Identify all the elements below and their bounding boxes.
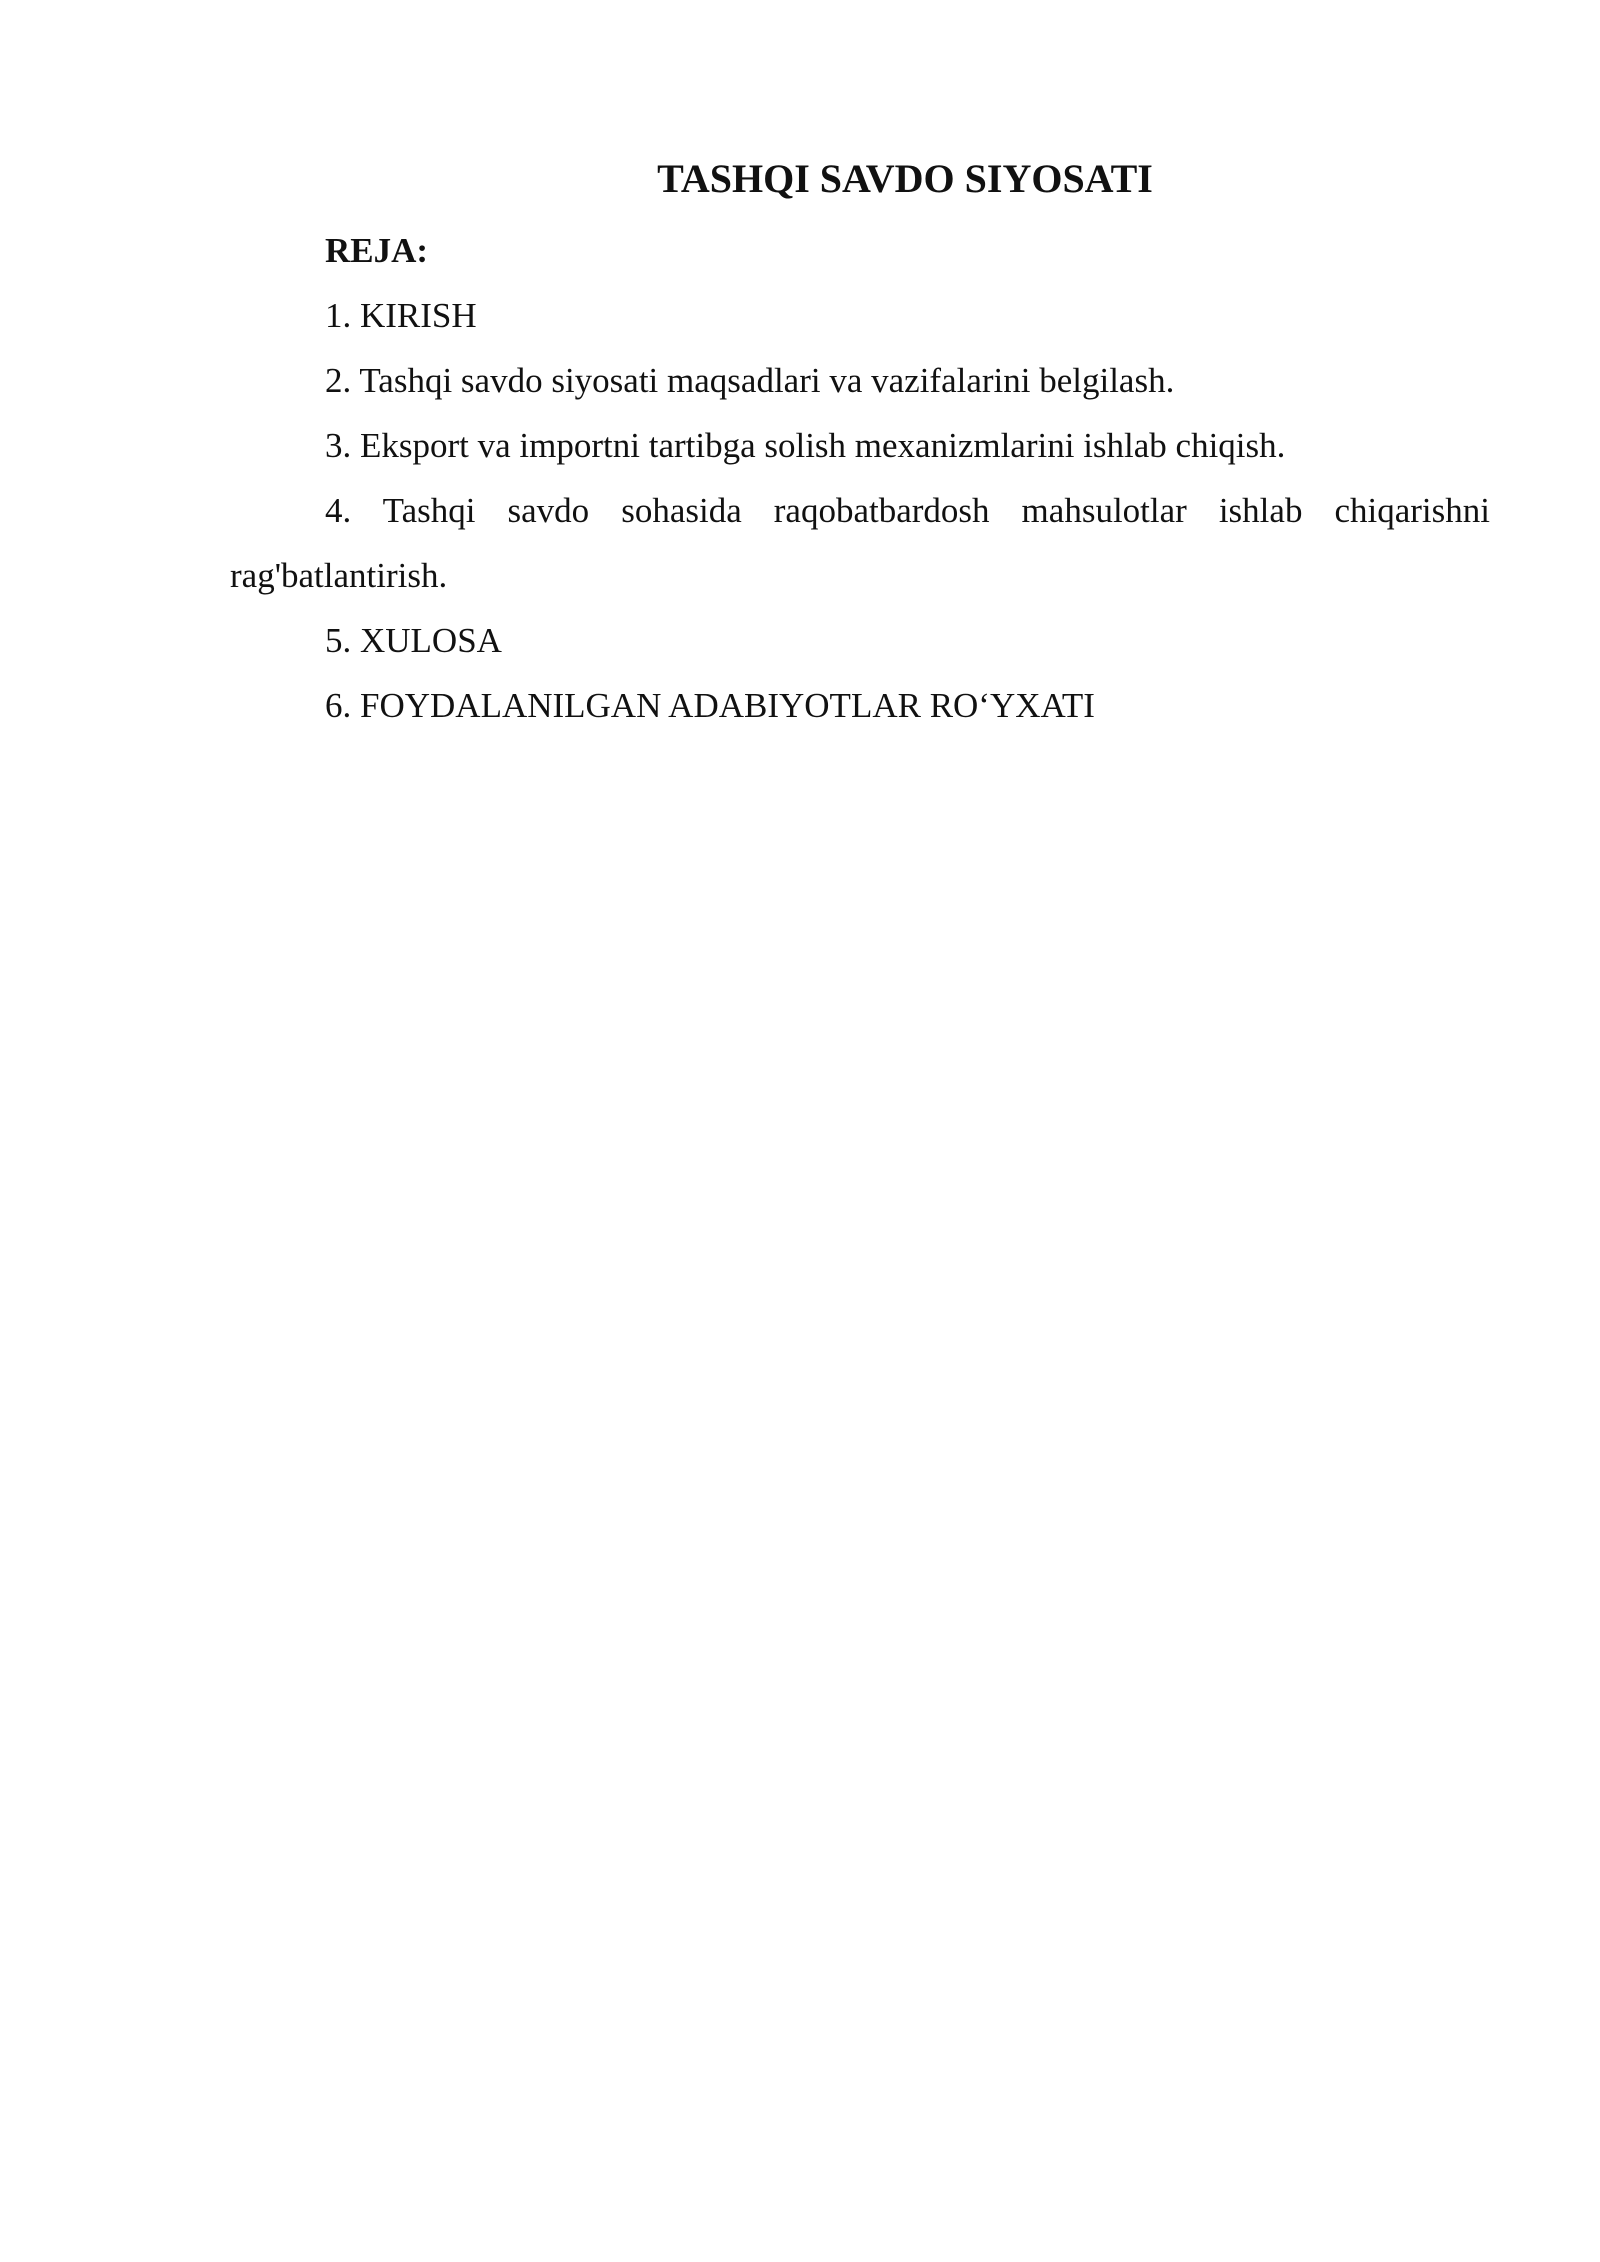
plan-item-4: 4. Tashqi savdo sohasida raqobatbardosh mahsulotlar ishlab chiqarishni rag'batlantirish. xyxy=(230,491,1490,595)
plan-item-1: 1. KIRISH xyxy=(325,296,477,335)
plan-section xyxy=(230,218,1490,738)
document-title: TASHQI SAVDO SIYOSATI xyxy=(657,156,1153,201)
plan-item-2: 2. Tashqi savdo siyosati maqsadlari va vazifalarini belgilash. xyxy=(325,361,1175,400)
plan-heading: REJA: xyxy=(325,231,429,270)
plan-item-5: 5. XULOSA xyxy=(325,621,502,660)
plan-item-3: 3. Eksport va importni tartibga solish mexanizmlarini ishlab chiqish. xyxy=(325,426,1286,465)
plan-item-6: 6. FOYDALANILGAN ADABIYOTLAR RO‘YXATI xyxy=(325,686,1095,725)
